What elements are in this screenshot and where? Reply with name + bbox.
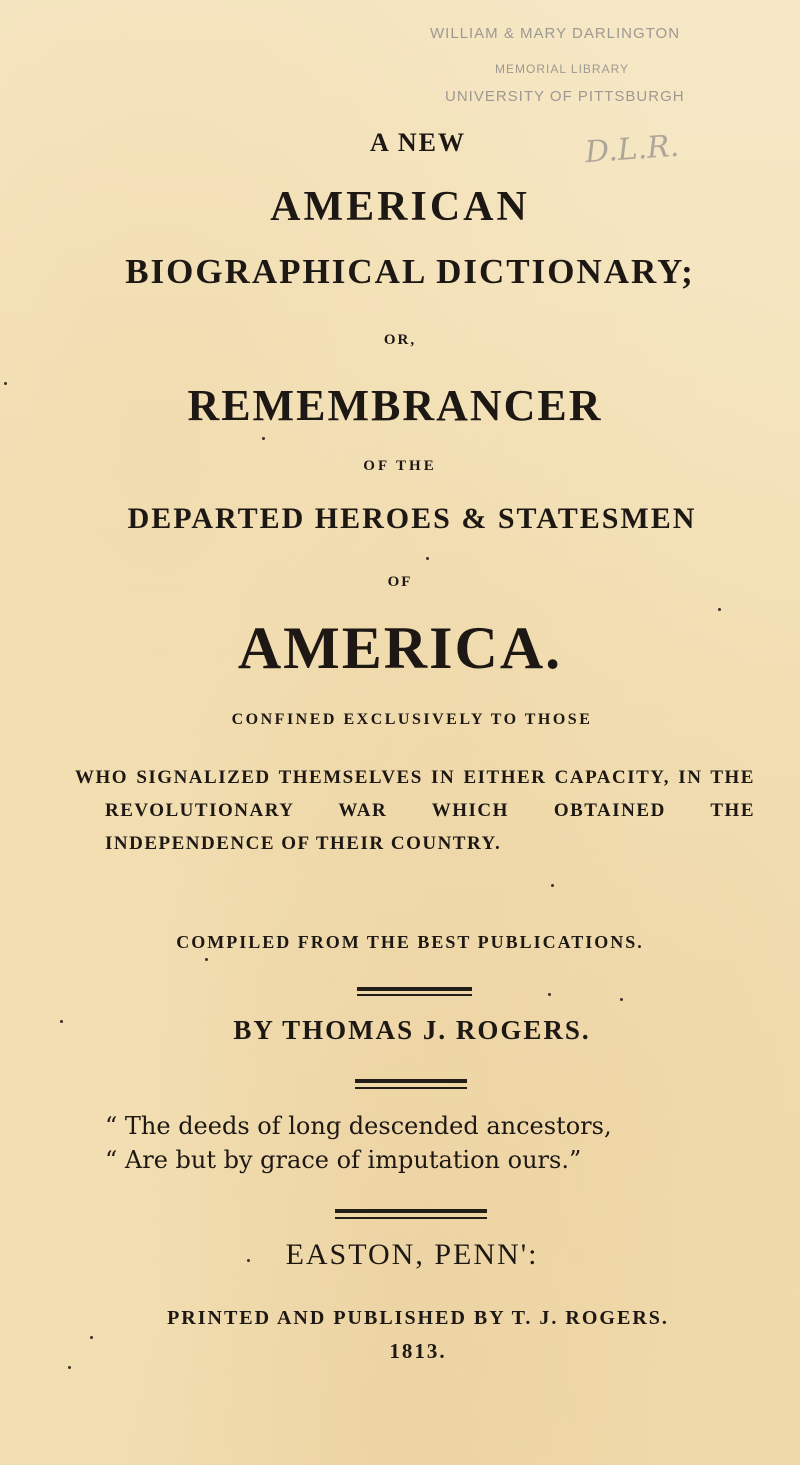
epigraph-line-1: “ The deeds of long descended ancestors, <box>105 1112 612 1140</box>
paper-speck <box>262 437 265 440</box>
paper-speck <box>551 884 554 887</box>
paper-speck <box>548 993 551 996</box>
title-a-new: A NEW <box>370 128 466 157</box>
paper-speck <box>68 1366 71 1369</box>
paper-speck <box>60 1020 63 1023</box>
library-stamp-line-2: MEMORIAL LIBRARY <box>495 62 630 76</box>
subtitle-description: WHO SIGNALIZED THEMSELVES IN EITHER CAPACITY, IN THE REVOLUTIONARY WAR WHICH OBTAINED THE INDEPENDENCE OF THEIR COUNTRY. <box>75 767 755 854</box>
divider-rule-2-bottom <box>355 1087 467 1089</box>
paper-speck <box>718 608 721 611</box>
library-stamp-line-3: UNIVERSITY OF PITTSBURGH <box>445 88 685 105</box>
paper-speck <box>620 998 623 1001</box>
author-line: BY THOMAS J. ROGERS. <box>233 1015 591 1045</box>
library-stamp-line-1: WILLIAM & MARY DARLINGTON <box>430 25 681 42</box>
divider-rule-1-bottom <box>357 994 472 996</box>
imprint-year: 1813. <box>389 1339 447 1363</box>
paper-speck <box>4 382 7 385</box>
title-or: OR, <box>383 332 417 348</box>
title-america: AMERICA. <box>237 615 563 681</box>
title-of-the: OF THE <box>363 458 437 474</box>
paper-speck <box>90 1336 93 1339</box>
divider-rule-1-top <box>357 987 472 991</box>
title-of: OF <box>387 574 413 590</box>
epigraph-line-2: “ Are but by grace of imputation ours.” <box>105 1146 582 1174</box>
compiled-note: COMPILED FROM THE BEST PUBLICATIONS. <box>176 932 644 952</box>
title-departed-heroes: DEPARTED HEROES & STATESMEN <box>127 502 697 535</box>
paper-speck <box>426 557 429 560</box>
imprint-printer: PRINTED AND PUBLISHED BY T. J. ROGERS. <box>167 1307 669 1329</box>
divider-rule-3-top <box>335 1209 487 1213</box>
divider-rule-2-top <box>355 1079 467 1083</box>
paper-speck <box>247 1259 250 1262</box>
paper-speck <box>205 958 208 961</box>
title-remembrancer: REMEMBRANCER <box>187 381 603 430</box>
title-american: AMERICAN <box>270 184 530 230</box>
title-biographical-dictionary: BIOGRAPHICAL DICTIONARY; <box>125 252 695 291</box>
divider-rule-3-bottom <box>335 1217 487 1219</box>
handwritten-annotation: D.L.R. <box>583 128 681 171</box>
imprint-place: EASTON, PENN': <box>285 1238 539 1271</box>
subtitle-confined: CONFINED EXCLUSIVELY TO THOSE <box>231 711 593 728</box>
